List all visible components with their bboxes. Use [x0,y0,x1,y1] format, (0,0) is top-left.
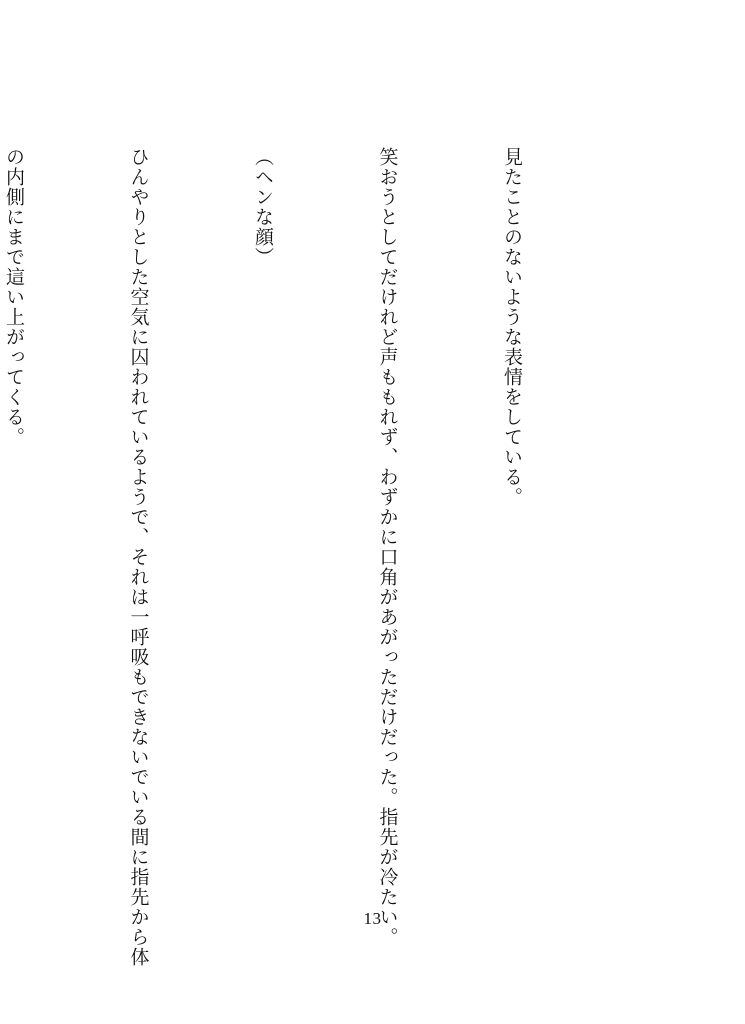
text-line: の内側にまで這い上がってくる。 [3,147,25,447]
text-line: 笑おうとしてだけれど声ももれず、わずかに口角があがっただけだった。指先が冷たい。 [376,147,399,947]
text-line: （ヘンな顔） [252,147,274,267]
page-number: 13 [363,909,382,928]
text-line: ひんやりとした空気に囚われているようで、それは一呼吸もできないでいる間に指先から体 [127,147,150,967]
text-line: 見たことのないような表情をしている。 [501,147,523,507]
